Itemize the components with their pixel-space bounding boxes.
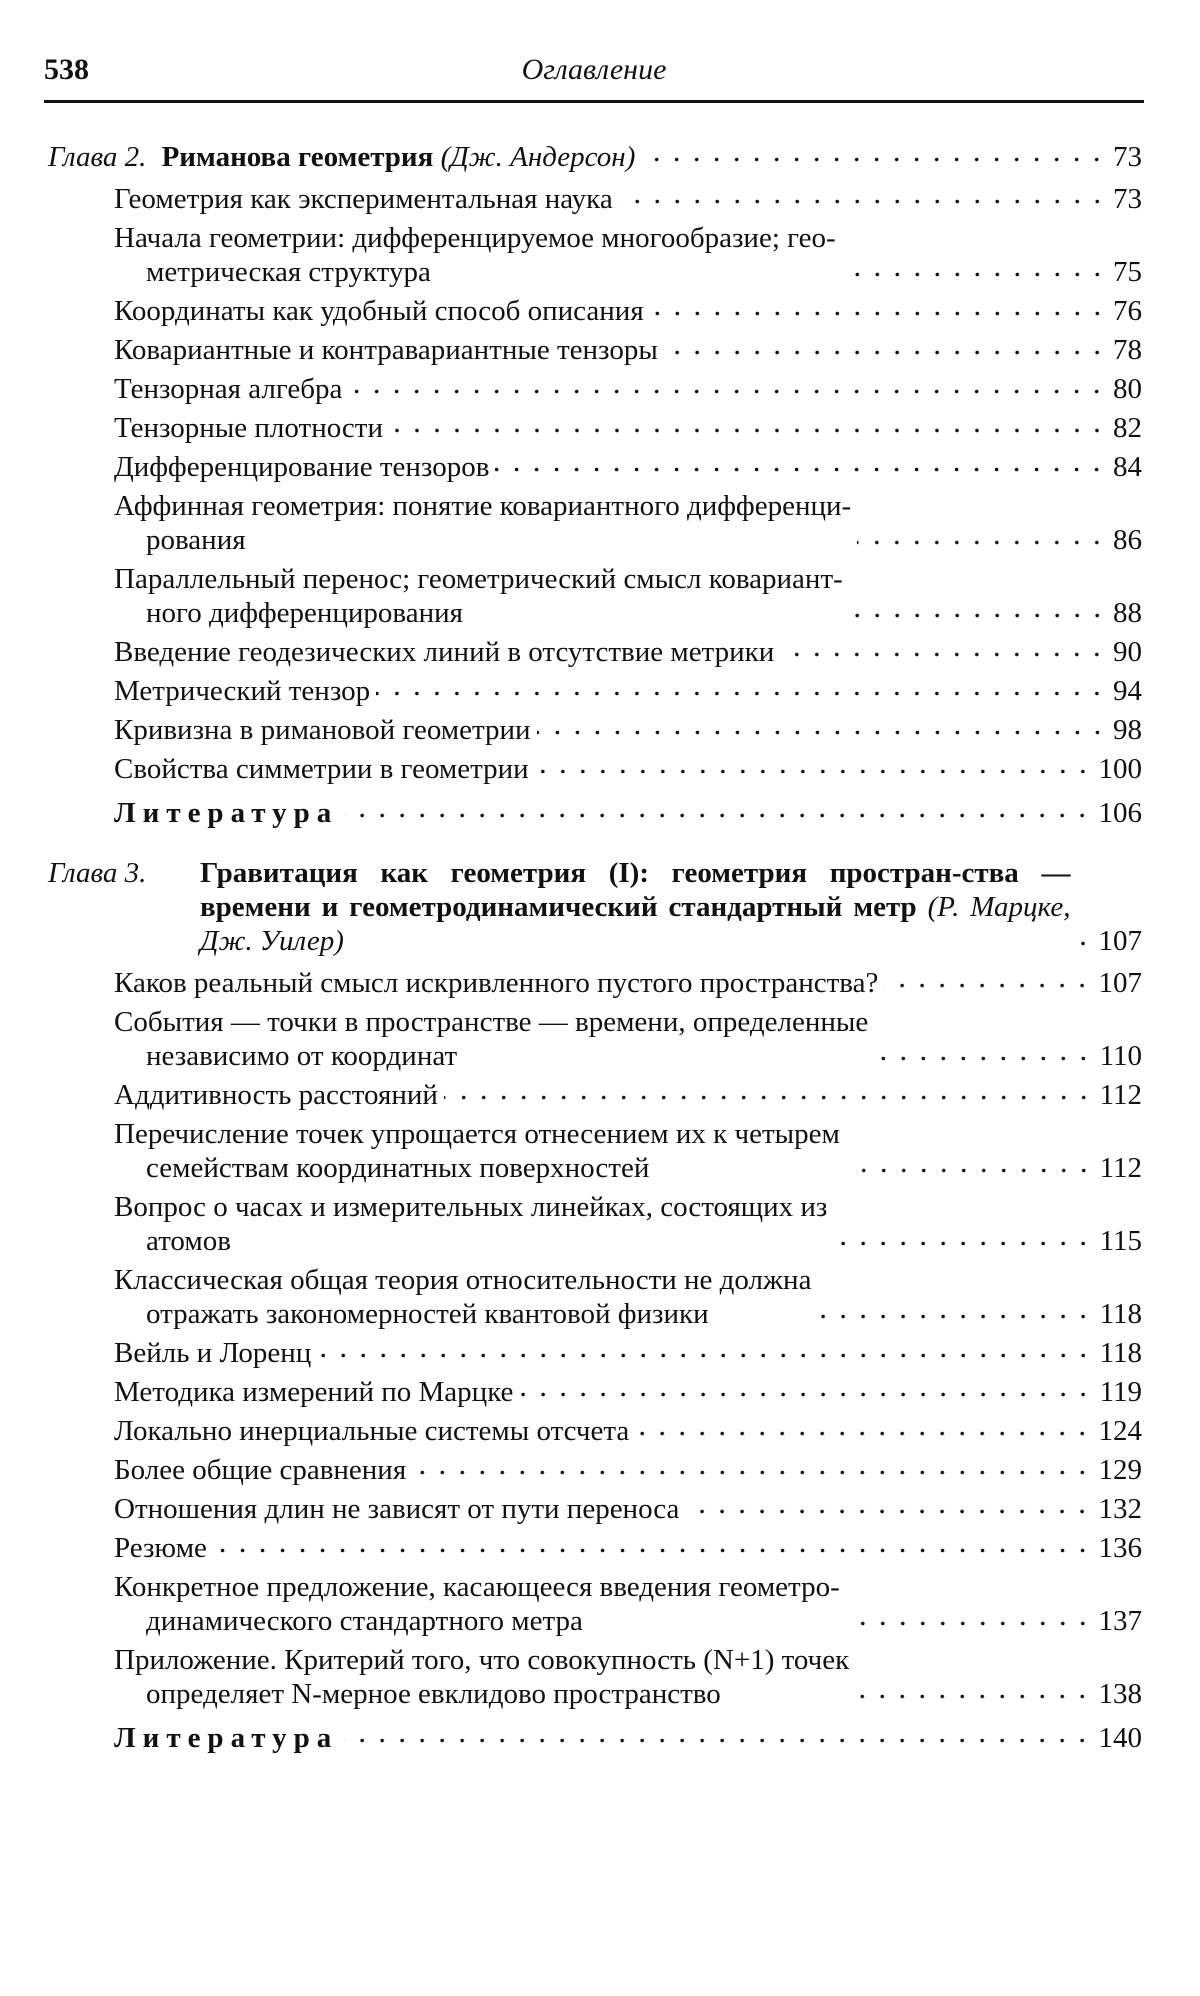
page-ref: 90 bbox=[1113, 636, 1142, 668]
toc-entry-text bbox=[114, 1643, 849, 1711]
dot-leader bbox=[344, 1726, 1092, 1755]
page-ref: 98 bbox=[1113, 714, 1142, 746]
page-ref: 110 bbox=[1099, 1040, 1142, 1072]
toc-entry-line: Вопрос о часах и измерительных линейках, состоящих из bbox=[114, 1191, 828, 1223]
toc-entry-text bbox=[114, 294, 644, 328]
page-ref: 136 bbox=[1098, 1532, 1142, 1564]
dot-leader bbox=[817, 1302, 1093, 1331]
toc-entry-text bbox=[114, 635, 774, 669]
toc-entry-line: ного дифференцирования bbox=[146, 597, 463, 629]
toc-entry-line: Свойства симметрии в геометрии bbox=[114, 753, 529, 785]
page-ref: 86 bbox=[1113, 524, 1142, 556]
page-ref: 138 bbox=[1098, 1678, 1142, 1710]
toc-entry-text bbox=[114, 752, 529, 786]
dot-leader bbox=[849, 601, 1107, 630]
dot-leader bbox=[376, 679, 1107, 708]
references-label: Литература bbox=[114, 1722, 339, 1754]
toc-entry bbox=[48, 1117, 1142, 1185]
page-ref: 78 bbox=[1113, 334, 1142, 366]
toc-entry bbox=[48, 450, 1142, 484]
chapter-heading bbox=[48, 140, 1142, 174]
page-ref: 84 bbox=[1113, 451, 1142, 483]
toc-entry bbox=[48, 966, 1142, 1000]
toc-entry-line: Аддитивность расстояний bbox=[114, 1079, 438, 1111]
page-header bbox=[44, 44, 1144, 96]
dot-leader bbox=[846, 1609, 1093, 1638]
page-number: 538 bbox=[44, 53, 89, 86]
toc-entry-line: Параллельный перенос; геометрический смысл ковариант- bbox=[114, 563, 843, 595]
toc-entry-line: семействам координатных поверхностей bbox=[146, 1152, 650, 1184]
toc-entry-line: Кривизна в римановой геометрии bbox=[114, 714, 531, 746]
dot-leader bbox=[317, 1341, 1093, 1370]
toc-entry bbox=[48, 1492, 1142, 1526]
toc-entry bbox=[48, 182, 1142, 216]
page-ref: 115 bbox=[1099, 1225, 1142, 1257]
toc-entry-line: Каков реальный смысл искривленного пустого пространства? bbox=[114, 967, 879, 999]
page-ref: 112 bbox=[1099, 1079, 1142, 1111]
toc-entry-text bbox=[114, 966, 878, 1000]
page-ref: 75 bbox=[1113, 256, 1142, 288]
toc-entry-line: Тензорные плотности bbox=[114, 412, 384, 444]
dot-leader bbox=[641, 145, 1107, 174]
toc-entry-line: Конкретное предложение, касающееся введения геометро- bbox=[114, 1571, 840, 1603]
dot-leader bbox=[842, 260, 1107, 289]
dot-leader bbox=[650, 299, 1107, 328]
toc-entry bbox=[48, 1375, 1142, 1409]
toc-entry bbox=[48, 1263, 1142, 1331]
toc-entry-text bbox=[114, 1078, 438, 1112]
dot-leader bbox=[519, 1380, 1093, 1409]
toc-entry-text bbox=[114, 1005, 868, 1073]
dot-leader bbox=[537, 718, 1107, 747]
dot-leader bbox=[444, 1083, 1094, 1112]
toc-entry bbox=[48, 333, 1142, 367]
toc-entry-text bbox=[114, 1375, 513, 1409]
chapter-title: Риманова геометрия bbox=[161, 141, 434, 173]
toc-entry-line: Координаты как удобный способ описания bbox=[114, 295, 644, 327]
toc-entry-line: определяет N-мерное евклидово пространство bbox=[146, 1678, 721, 1710]
toc-entry-line: События — точки в пространстве — времени, определенные bbox=[114, 1006, 869, 1038]
chapter-authors: (Р. Марцке, Дж. Уилер) bbox=[200, 891, 1071, 957]
toc-entry-text bbox=[114, 221, 836, 289]
toc-entry-text bbox=[114, 1570, 840, 1638]
page-ref: 88 bbox=[1113, 597, 1142, 629]
dot-leader bbox=[685, 1497, 1092, 1526]
toc-entry bbox=[48, 489, 1142, 557]
chapter-authors: (Дж. Андерсон) bbox=[440, 141, 636, 173]
toc-entry bbox=[48, 1453, 1142, 1487]
toc-entry-line: Резюме bbox=[114, 1532, 207, 1564]
toc-entry-line: Перечисление точек упрощается отнесением их к четырем bbox=[114, 1118, 840, 1150]
toc-entry-line: Отношения длин не зависят от пути переноса bbox=[114, 1493, 680, 1525]
page-ref: 118 bbox=[1099, 1337, 1142, 1369]
toc-entry-line: Более общие сравнения bbox=[114, 1454, 407, 1486]
dot-leader bbox=[213, 1536, 1093, 1565]
toc-entry bbox=[48, 411, 1142, 445]
dot-leader bbox=[495, 455, 1107, 484]
toc-entry-line: Локально инерциальные системы отсчета bbox=[114, 1415, 630, 1447]
dot-leader bbox=[874, 1044, 1093, 1073]
toc-entry bbox=[48, 1078, 1142, 1112]
toc-entry bbox=[48, 635, 1142, 669]
dot-leader bbox=[855, 1682, 1092, 1711]
toc-entry-line: Аффинная геометрия: понятие ковариантного дифференци- bbox=[114, 490, 852, 522]
table-of-contents bbox=[48, 140, 1142, 1781]
toc-entry-line: Дифференцирование тензоров bbox=[114, 451, 490, 483]
running-title: Оглавление bbox=[521, 53, 667, 86]
chapter-label: Глава 3. bbox=[48, 857, 147, 889]
toc-entry-line: Геометрия как экспериментальная наука bbox=[114, 183, 613, 215]
dot-leader bbox=[344, 801, 1092, 830]
toc-entry-text bbox=[114, 450, 489, 484]
toc-entry-line: Тензорная алгебра bbox=[114, 373, 343, 405]
dot-leader bbox=[884, 971, 1092, 1000]
toc-entry bbox=[48, 752, 1142, 786]
page-ref: 140 bbox=[1098, 1722, 1142, 1754]
chapter-heading bbox=[48, 856, 1142, 958]
toc-entry bbox=[48, 1336, 1142, 1370]
toc-entry bbox=[48, 221, 1142, 289]
toc-entry-text bbox=[114, 1117, 840, 1185]
toc-entry bbox=[48, 372, 1142, 406]
toc-entry-line: Вейль и Лоренц bbox=[114, 1337, 312, 1369]
toc-entry-text bbox=[114, 1190, 827, 1258]
toc-entry-text bbox=[114, 562, 843, 630]
page-ref: 119 bbox=[1099, 1376, 1142, 1408]
page-ref: 124 bbox=[1098, 1415, 1142, 1447]
dot-leader bbox=[846, 1156, 1094, 1185]
page-ref: 137 bbox=[1098, 1605, 1142, 1637]
toc-entry-text bbox=[114, 182, 613, 216]
toc-entry-line: Приложение. Критерий того, что совокупность (N+1) точек bbox=[114, 1644, 850, 1676]
toc-entry bbox=[48, 1190, 1142, 1258]
toc-entry-line: Введение геодезических линий в отсутствие метрики bbox=[114, 636, 775, 668]
dot-leader bbox=[1077, 929, 1093, 958]
page-ref: 80 bbox=[1113, 373, 1142, 405]
page-ref: 76 bbox=[1113, 295, 1142, 327]
chapter-heading-text bbox=[48, 856, 1071, 958]
toc-entry-text bbox=[114, 333, 658, 367]
page-ref: 73 bbox=[1113, 141, 1142, 173]
toc-entry-text bbox=[114, 1263, 811, 1331]
toc-entry bbox=[48, 562, 1142, 630]
toc-entry-line: динамического стандартного метра bbox=[146, 1605, 583, 1637]
page-ref: 73 bbox=[1113, 183, 1142, 215]
dot-leader bbox=[857, 528, 1107, 557]
toc-entry-line: метрическая структура bbox=[146, 256, 431, 288]
references-entry bbox=[48, 1721, 1142, 1755]
toc-entry-text bbox=[114, 1336, 311, 1370]
toc-entry-line: Классическая общая теория относительности не должна bbox=[114, 1264, 812, 1296]
page-ref: 106 bbox=[1098, 797, 1142, 829]
dot-leader bbox=[833, 1229, 1093, 1258]
page-ref: 118 bbox=[1099, 1298, 1142, 1330]
dot-leader bbox=[664, 338, 1107, 367]
toc-entry-text bbox=[114, 713, 531, 747]
toc-entry-text bbox=[114, 674, 370, 708]
dot-leader bbox=[780, 640, 1107, 669]
toc-entry-text bbox=[114, 1531, 207, 1565]
chapter-title: Гравитация как геометрия (I): геометрия простран-ства — времени и геометродинамический стандартный метр bbox=[200, 857, 1071, 923]
page-ref: 94 bbox=[1113, 675, 1142, 707]
toc-entry-text bbox=[114, 1414, 629, 1448]
chapter-heading-text bbox=[48, 140, 635, 174]
toc-entry bbox=[48, 1643, 1142, 1711]
toc-entry-line: рования bbox=[146, 524, 246, 556]
page-ref: 82 bbox=[1113, 412, 1142, 444]
toc-entry-text bbox=[114, 489, 851, 557]
dot-leader bbox=[348, 377, 1107, 406]
page-ref: 132 bbox=[1098, 1493, 1142, 1525]
page-ref: 112 bbox=[1099, 1152, 1142, 1184]
page-ref: 107 bbox=[1098, 967, 1142, 999]
page-ref: 107 bbox=[1098, 925, 1142, 957]
toc-entry-line: Начала геометрии: дифференцируемое многообразие; гео- bbox=[114, 222, 836, 254]
toc-entry-line: Методика измерений по Марцке bbox=[114, 1376, 514, 1408]
toc-entry bbox=[48, 1414, 1142, 1448]
toc-entry-line: Ковариантные и контравариантные тензоры bbox=[114, 334, 658, 366]
toc-entry-text bbox=[114, 411, 383, 445]
references-entry bbox=[48, 796, 1142, 830]
dot-leader bbox=[535, 757, 1093, 786]
toc-entry-line: атомов bbox=[146, 1225, 231, 1257]
header-rule bbox=[44, 100, 1144, 103]
dot-leader bbox=[635, 1419, 1092, 1448]
toc-entry bbox=[48, 294, 1142, 328]
toc-entry bbox=[48, 674, 1142, 708]
dot-leader bbox=[412, 1458, 1092, 1487]
toc-entry bbox=[48, 713, 1142, 747]
chapter bbox=[48, 856, 1142, 1755]
chapter bbox=[48, 140, 1142, 830]
page-ref: 100 bbox=[1098, 753, 1142, 785]
toc-entry-line: отражать закономерностей квантовой физики bbox=[146, 1298, 709, 1330]
page-ref: 129 bbox=[1098, 1454, 1142, 1486]
toc-entry-text bbox=[114, 1492, 679, 1526]
toc-entry-text bbox=[114, 1453, 406, 1487]
toc-entry bbox=[48, 1570, 1142, 1638]
dot-leader bbox=[619, 187, 1107, 216]
dot-leader bbox=[389, 416, 1107, 445]
toc-entry bbox=[48, 1005, 1142, 1073]
references-label: Литература bbox=[114, 797, 339, 829]
toc-entry-text bbox=[114, 372, 342, 406]
toc-entry-line: Метрический тензор bbox=[114, 675, 371, 707]
chapter-label: Глава 2. bbox=[48, 141, 147, 173]
toc-entry-line: независимо от координат bbox=[146, 1040, 458, 1072]
toc-entry bbox=[48, 1531, 1142, 1565]
